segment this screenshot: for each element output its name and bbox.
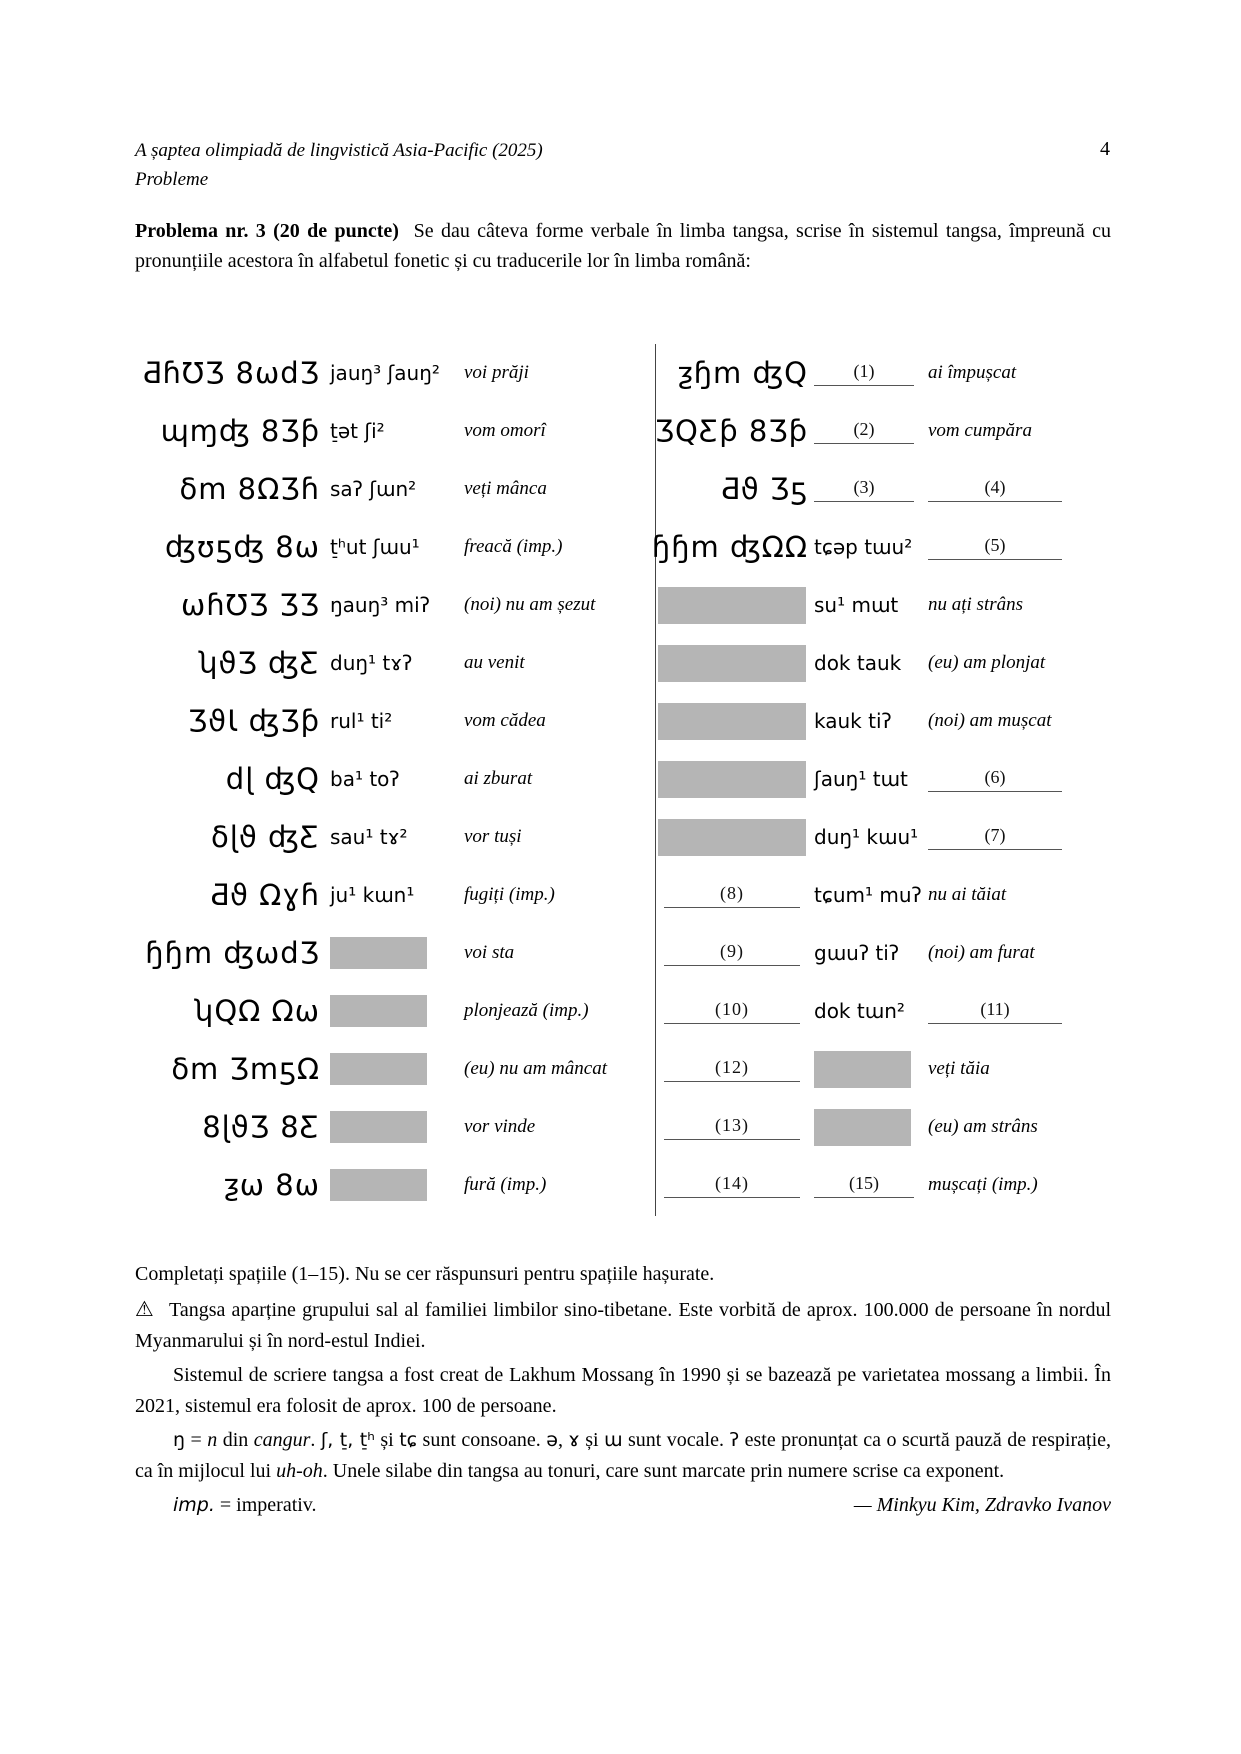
romanian-translation: vom omorî bbox=[464, 420, 546, 441]
romanian-translation: (noi) am furat bbox=[928, 942, 1035, 963]
tangsa-script-word: δm 8ΩƷɦ bbox=[179, 472, 320, 506]
note-phonetics bbox=[135, 1425, 1111, 1487]
hatched-gray-box bbox=[658, 819, 806, 856]
phonetic-transcription: kauk tiʔ bbox=[814, 709, 892, 733]
romanian-translation: ai zburat bbox=[464, 768, 533, 789]
romanian-translation: vor vinde bbox=[464, 1116, 536, 1137]
romanian-translation: vom cumpăra bbox=[928, 420, 1032, 441]
phonetic-transcription: sau¹ tɤ² bbox=[330, 825, 408, 849]
phonetic-transcription: t̠ʰut ʃɯu¹ bbox=[330, 535, 420, 559]
note-language-info bbox=[135, 1294, 1111, 1357]
phonetic-transcription: su¹ mɯt bbox=[814, 593, 899, 617]
phonetic-transcription: ju¹ kɯn¹ bbox=[330, 883, 415, 907]
answer-blank-3[interactable]: (3) bbox=[814, 477, 914, 502]
hatched-gray-box bbox=[658, 703, 806, 740]
phonetic-transcription: saʔ ʃɯn² bbox=[330, 477, 417, 501]
hatched-gray-box bbox=[330, 995, 427, 1027]
table-right-column bbox=[651, 344, 1111, 1216]
hatched-gray-box bbox=[330, 1111, 427, 1143]
text-segment: . bbox=[310, 1429, 321, 1451]
text-segment: uh-oh bbox=[276, 1460, 323, 1482]
problem-statement-text: Se dau câteva forme verbale în limba tangsa, scrise în sistemul tangsa, împreună cu pronunțiile acestora în alfabetul fonetic și cu traducerile lor în limba română: bbox=[135, 220, 1112, 272]
tangsa-script-word: ƷQƸƥ 8Ʒƥ bbox=[654, 414, 808, 448]
hatched-gray-box bbox=[330, 937, 427, 969]
hatched-gray-box bbox=[658, 645, 806, 682]
answer-blank-15[interactable]: (15) bbox=[814, 1173, 914, 1198]
tangsa-script-word: ɰɱʤ 8Ʒƥ bbox=[160, 414, 320, 448]
answer-blank-11[interactable]: (11) bbox=[928, 999, 1062, 1024]
tangsa-script-word: 8ɭϑƷ 8Ƹ bbox=[202, 1110, 320, 1144]
tangsa-script-word: ɧɧm ʤΩΩ bbox=[651, 530, 808, 564]
phonetic-transcription: gɯuʔ tiʔ bbox=[814, 941, 900, 965]
romanian-translation: vom cădea bbox=[464, 710, 546, 731]
tangsa-script-word: ƋɦƱƷ 8ωdƷ bbox=[141, 356, 320, 390]
phonetic-transcription: ʃauŋ¹ tɯt bbox=[814, 767, 908, 791]
text-segment: ʃ, t̠, t̠ʰ bbox=[320, 1429, 375, 1451]
romanian-translation: (eu) am plonjat bbox=[928, 652, 1046, 673]
note-abbreviation-line bbox=[135, 1490, 1111, 1521]
phonetic-transcription: tɕəp tɯu² bbox=[814, 535, 913, 559]
romanian-translation: fugiți (imp.) bbox=[464, 884, 555, 905]
romanian-translation: au venit bbox=[464, 652, 525, 673]
answer-blank-10[interactable]: (10) bbox=[664, 999, 800, 1024]
tangsa-script-word: δm ƷmƽΩ bbox=[171, 1052, 320, 1086]
text-segment: = imperativ. bbox=[214, 1494, 317, 1516]
text-segment: sunt consoane. bbox=[417, 1429, 547, 1451]
tangsa-script-word: ƷϑƖ ʤƷƥ bbox=[187, 704, 320, 738]
answer-blank-4[interactable]: (4) bbox=[928, 477, 1062, 502]
text-segment: ʔ bbox=[729, 1429, 740, 1451]
hatched-gray-box bbox=[814, 1051, 911, 1088]
text-segment: n bbox=[207, 1429, 218, 1451]
page-number: 4 bbox=[1100, 138, 1110, 160]
tangsa-script-word: ωɦƱƷ ƷƷ bbox=[181, 588, 320, 622]
phonetic-transcription: rul¹ ti² bbox=[330, 709, 393, 733]
tangsa-script-word: dɭ ʤQ bbox=[225, 762, 320, 796]
romanian-translation: plonjează (imp.) bbox=[464, 1000, 589, 1021]
romanian-translation: veți tăia bbox=[928, 1058, 990, 1079]
romanian-translation: (eu) am strâns bbox=[928, 1116, 1038, 1137]
phonetic-transcription: duŋ¹ kɯu¹ bbox=[814, 825, 919, 849]
romanian-translation: veți mânca bbox=[464, 478, 547, 499]
tangsa-script-word: ƺω 8ω bbox=[223, 1168, 320, 1202]
phonetic-transcription: dok tɯn² bbox=[814, 999, 905, 1023]
text-segment: ɤ bbox=[568, 1429, 580, 1451]
tangsa-script-word: ɧɧm ʤωdƷ bbox=[145, 936, 320, 970]
tangsa-script-word: Ƌϑ Ʒƽ bbox=[719, 472, 808, 506]
answer-blank-2[interactable]: (2) bbox=[814, 419, 914, 444]
hatched-gray-box bbox=[658, 587, 806, 624]
text-segment: cangur bbox=[253, 1429, 311, 1451]
tangsa-script-word: ʤʊƽʤ 8ω bbox=[165, 530, 320, 564]
hatched-gray-box bbox=[330, 1053, 427, 1085]
romanian-translation: (noi) am mușcat bbox=[928, 710, 1052, 731]
answer-blank-5[interactable]: (5) bbox=[928, 535, 1062, 560]
romanian-translation: nu ai tăiat bbox=[928, 884, 1007, 905]
phonetic-transcription: duŋ¹ tɤʔ bbox=[330, 651, 413, 675]
problem-authors: — Minkyu Kim, Zdravko Ivanov bbox=[853, 1494, 1111, 1516]
text-segment: tɕ bbox=[399, 1429, 418, 1451]
answer-blank-1[interactable]: (1) bbox=[814, 361, 914, 386]
text-segment: și bbox=[579, 1429, 604, 1451]
text-segment: și bbox=[374, 1429, 400, 1451]
page-header bbox=[135, 136, 1111, 194]
tangsa-script-word: δɭϑ ʤƸ bbox=[211, 820, 320, 854]
problem-statement-block bbox=[135, 217, 1111, 276]
romanian-translation: mușcați (imp.) bbox=[928, 1174, 1038, 1195]
olympiad-title: A șaptea olimpiadă de lingvistică Asia-Pacific (2025) bbox=[135, 140, 543, 161]
phonetic-transcription: ŋauŋ³ miʔ bbox=[330, 593, 430, 617]
answer-blank-13[interactable]: (13) bbox=[664, 1115, 800, 1140]
table-left-column bbox=[135, 344, 655, 1216]
phonetic-transcription: dok tauk bbox=[814, 651, 902, 675]
text-segment: ŋ bbox=[173, 1429, 186, 1451]
problem-title: Problema nr. 3 (20 de puncte) bbox=[135, 220, 399, 242]
answer-blank-7[interactable]: (7) bbox=[928, 825, 1062, 850]
text-segment: este pronunțat ca o scurtă pauză de respirație, ca în mijlocul lui bbox=[135, 1429, 1111, 1482]
tangsa-script-word: ʮϑƷ ʤƸ bbox=[198, 646, 320, 680]
text-segment: . Unele silabe din tangsa au tonuri, care sunt marcate prin numere scrise ca exponent. bbox=[322, 1460, 1005, 1482]
text-segment: , bbox=[557, 1429, 569, 1451]
romanian-translation: nu ați strâns bbox=[928, 594, 1024, 615]
verb-forms-table bbox=[135, 344, 1111, 1216]
tangsa-script-word: ʮQΩ Ωω bbox=[194, 994, 320, 1028]
hatched-gray-box bbox=[814, 1109, 911, 1146]
text-segment: ə bbox=[546, 1429, 558, 1451]
romanian-translation: freacă (imp.) bbox=[464, 536, 563, 557]
answer-blank-9[interactable]: (9) bbox=[664, 941, 800, 966]
romanian-translation: vor tuși bbox=[464, 826, 522, 847]
tangsa-script-word: ƺɧm ʤQ bbox=[677, 356, 808, 390]
answer-blank-12[interactable]: (12) bbox=[664, 1057, 800, 1082]
romanian-translation: fură (imp.) bbox=[464, 1174, 547, 1195]
romanian-translation: (eu) nu am mâncat bbox=[464, 1058, 607, 1079]
phonetic-transcription: ba¹ toʔ bbox=[330, 767, 400, 791]
text-segment: sunt vocale. bbox=[622, 1429, 730, 1451]
note-script-history: Sistemul de scriere tangsa a fost creat de Lakhum Mossang în 1990 și se bazează pe varietatea mossang a limbii. În 2021, sistemul era folosit de aprox. 100 de persoane. bbox=[135, 1364, 1111, 1417]
fill-in-instruction: Completați spațiile (1–15). Nu se cer răspunsuri pentru spațiile hașurate. bbox=[135, 1263, 715, 1285]
answer-blank-6[interactable]: (6) bbox=[928, 767, 1062, 792]
tangsa-script-word: Ƌϑ Ωɣɦ bbox=[209, 878, 320, 912]
text-segment: din bbox=[217, 1429, 254, 1451]
warning-triangle-icon: ⚠ bbox=[135, 1297, 155, 1321]
phonetic-transcription: tɕum¹ muʔ bbox=[814, 883, 922, 907]
text-segment: ɯ bbox=[604, 1429, 623, 1451]
hatched-gray-box bbox=[658, 761, 806, 798]
imp-abbreviation-note bbox=[135, 1490, 317, 1521]
phonetic-transcription: t̠ət ʃi² bbox=[330, 419, 385, 443]
romanian-translation: (noi) nu am șezut bbox=[464, 594, 596, 615]
answer-blank-8[interactable]: (8) bbox=[664, 883, 800, 908]
hatched-gray-box bbox=[330, 1169, 427, 1201]
romanian-translation: ai împușcat bbox=[928, 362, 1017, 383]
phonetic-transcription: jauŋ³ ʃauŋ² bbox=[330, 361, 440, 385]
text-segment: imp. bbox=[173, 1494, 215, 1516]
text-segment: = bbox=[185, 1429, 208, 1451]
answer-blank-14[interactable]: (14) bbox=[664, 1173, 800, 1198]
note-language-info-text: Tangsa aparține grupului sal al familiei limbilor sino-tibetane. Este vorbită de aprox. 100.000 de persoane în nordul Myanmarului și în nord-estul Indiei. bbox=[135, 1299, 1111, 1352]
romanian-translation: voi sta bbox=[464, 942, 515, 963]
section-title: Probleme bbox=[135, 169, 209, 190]
footnotes bbox=[135, 1294, 1111, 1524]
romanian-translation: voi prăji bbox=[464, 362, 529, 383]
